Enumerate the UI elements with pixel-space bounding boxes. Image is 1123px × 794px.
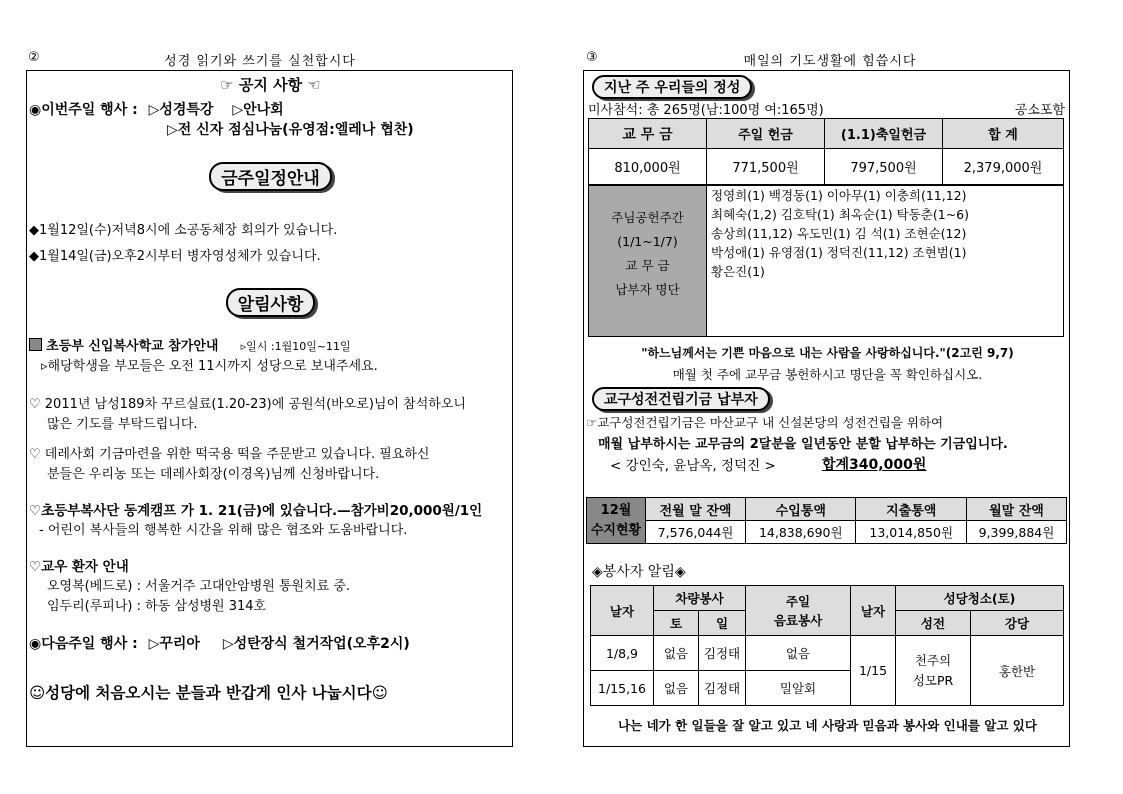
event-anna-meeting: ▷안나회 bbox=[232, 102, 284, 118]
tithe-names-row: 최혜숙(1,2) 김호탁(1) 최옥순(1) 탁동춘(1~6) bbox=[711, 207, 969, 222]
volunteer-table bbox=[590, 585, 1064, 706]
vol-row2-date: 1/15,16 bbox=[591, 671, 654, 706]
schedule-item-1: ◆1월12일(수)저녁8시에 소공동체장 회의가 있습니다. bbox=[29, 223, 338, 238]
tithe-names bbox=[711, 186, 969, 281]
finance-value-month-end: 9,399,884원 bbox=[966, 521, 1066, 544]
vol-row1-drink: 없음 bbox=[746, 636, 851, 671]
tithe-reminder: 매월 첫 주에 교무금 봉헌하시고 명단을 꼭 확인하십시오. bbox=[672, 367, 983, 382]
vol-header-sun: 일 bbox=[699, 611, 746, 636]
patient-1: 오영복(베드로) : 서울거주 고대안암병원 통원치료 중. bbox=[47, 579, 351, 594]
vol-row2-drink: 밀알회 bbox=[746, 671, 851, 706]
camp-date: ▹일시 :1월10일~11일 bbox=[240, 340, 351, 353]
tithe-names-row: 정영희(1) 백경동(1) 이아무(1) 이충희(11,12) bbox=[711, 188, 967, 203]
tithe-names-row: 송상희(11,12) 옥도민(1) 김 석(1) 조현순(12) bbox=[711, 226, 967, 241]
finance-header-prev-balance: 전월 말 잔액 bbox=[646, 498, 746, 521]
event-bible-lecture: ▷성경특강 bbox=[148, 102, 214, 118]
clean-sanctuary: 천주의 성모PR bbox=[896, 636, 971, 706]
tithe-label-2: (1/1~1/7) bbox=[617, 234, 678, 249]
camp-notice bbox=[29, 335, 351, 354]
finance-table bbox=[586, 497, 1067, 544]
right-page-header: 매일의 기도생활에 힘씁시다 bbox=[743, 54, 917, 69]
building-fund-total: 합계340,000원 bbox=[822, 457, 927, 473]
offering-header-feast: (1.1)축일헌금 bbox=[825, 119, 943, 149]
finance-label bbox=[587, 498, 646, 544]
left-page-number: ② bbox=[28, 50, 41, 65]
building-fund-desc-2: 매월 납부하시는 교무금의 2달분을 일년동안 분할 납부하는 기금입니다. bbox=[598, 437, 1008, 452]
square-bullet-icon bbox=[29, 338, 42, 351]
finance-header-expense: 지출통액 bbox=[856, 498, 966, 521]
announce-title: 알림사항 bbox=[226, 288, 316, 317]
left-panel bbox=[26, 70, 513, 747]
scripture-quote: "하느님께서는 기쁜 마음으로 내는 사람을 사랑하십니다."(2고린 9,7) bbox=[641, 346, 1014, 360]
finance-value-expense: 13,014,850원 bbox=[856, 521, 966, 544]
vol-header-vehicle: 차량봉사 bbox=[654, 586, 746, 611]
ricecake-line-2: 분들은 우리농 또는 데레사회장(이경옥)님께 신청바랍니다. bbox=[47, 467, 380, 482]
offering-header-tithe: 교 무 금 bbox=[589, 119, 707, 149]
finance-value-prev-balance: 7,576,044원 bbox=[646, 521, 746, 544]
right-page-number: ③ bbox=[586, 50, 599, 65]
camp-title: 초등부 신입복사학교 참가안내 bbox=[46, 339, 219, 354]
finance-label-month: 12월 bbox=[600, 502, 632, 518]
event-curia: ▷꾸리아 bbox=[148, 636, 200, 652]
tithe-names-row: 황은진(1) bbox=[711, 264, 765, 279]
tithe-label bbox=[589, 186, 707, 336]
offering-value-total: 2,379,000원 bbox=[943, 149, 1064, 185]
clean-hall: 홍한반 bbox=[971, 636, 1064, 706]
vol-header-cleaning: 성당청소(토) bbox=[896, 586, 1064, 611]
offering-header-sunday: 주일 헌금 bbox=[707, 119, 825, 149]
vol-header-drink: 주일 음료봉사 bbox=[746, 586, 851, 636]
schedule-item-2: ◆1월14일(금)오후2시부터 병자영성체가 있습니다. bbox=[29, 249, 321, 264]
notice-title: ☞ 공지 사항 ☜ bbox=[220, 76, 321, 94]
tithe-payer-box bbox=[588, 185, 1064, 337]
right-panel bbox=[583, 70, 1070, 747]
building-fund-names: < 강인숙, 윤남옥, 정덕진 > bbox=[610, 458, 776, 474]
welcome-message: ☺성당에 처음오시는 분들과 반갑게 인사 나눕시다☺ bbox=[29, 684, 388, 702]
vol-row1-date: 1/8,9 bbox=[591, 636, 654, 671]
this-week-label: ◉이번주일 행사 : bbox=[29, 102, 138, 118]
tithe-label-1: 주님공헌주간 bbox=[611, 210, 684, 225]
vol-header-date: 날자 bbox=[591, 586, 654, 636]
event-decor-removal: ▷성탄장식 철거작업(오후2시) bbox=[222, 636, 410, 652]
vol-row1-sat: 없음 bbox=[654, 636, 699, 671]
finance-label-status: 수지현황 bbox=[590, 522, 642, 538]
prayer-request-line-1: ♡ 2011년 남성189차 꾸르실료(1.20-23)에 공원석(바오로)님이 참석하오니 bbox=[29, 397, 466, 412]
vol-row2-sat: 없음 bbox=[654, 671, 699, 706]
patient-title: ♡교우 환자 안내 bbox=[29, 559, 129, 575]
volunteer-title: ◈봉사자 알림◈ bbox=[592, 564, 686, 580]
tithe-label-4: 납부자 명단 bbox=[615, 282, 680, 297]
offering-table bbox=[588, 118, 1064, 185]
tithe-label-3: 교 무 금 bbox=[625, 258, 670, 273]
altar-camp-notice: ♡초등부복사단 동계캠프 가 1. 21(금)에 있습니다.—참가비20,000원/1인 bbox=[29, 503, 483, 519]
next-week-events bbox=[29, 633, 410, 653]
finance-value-income: 14,838,690원 bbox=[746, 521, 856, 544]
event-lunch-sharing: ▷전 신자 점심나눔(유영점:엘레나 협찬) bbox=[167, 122, 414, 138]
vol-header-sanctuary: 성전 bbox=[896, 611, 971, 636]
finance-header-income: 수입통액 bbox=[746, 498, 856, 521]
left-page-header: 성경 읽기와 쓰기를 실천합시다 bbox=[164, 54, 356, 69]
attendance-note: 공소포함 bbox=[1014, 103, 1065, 118]
offering-value-sunday: 771,500원 bbox=[707, 149, 825, 185]
offering-header-total: 합 계 bbox=[943, 119, 1064, 149]
offering-title: 지난 주 우리들의 정성 bbox=[592, 75, 752, 99]
scripture-footer: 나는 네가 한 일들을 잘 알고 있고 네 사랑과 믿음과 봉사와 인내를 알고 있다 bbox=[618, 718, 1037, 733]
offering-value-tithe: 810,000원 bbox=[589, 149, 707, 185]
offering-value-feast: 797,500원 bbox=[825, 149, 943, 185]
vol-row1-sun: 김정태 bbox=[699, 636, 746, 671]
vol-row2-sun: 김정태 bbox=[699, 671, 746, 706]
this-week-events bbox=[29, 99, 284, 119]
attendance: 미사참석: 총 265명(남:100명 여:165명) bbox=[588, 103, 824, 118]
ricecake-line-1: ♡ 데레사회 기금마련을 위한 떡국용 떡을 주문받고 있습니다. 필요하신 bbox=[29, 447, 430, 462]
next-week-label: ◉다음주일 행사 : bbox=[29, 636, 138, 652]
patient-2: 임두리(루피나) : 하동 삼성병원 314호 bbox=[47, 599, 267, 614]
tithe-names-row: 박성애(1) 유영점(1) 정덕진(11,12) 조현범(1) bbox=[711, 245, 967, 260]
camp-detail: ▹해당학생을 부모들은 오전 11시까지 성당으로 보내주세요. bbox=[41, 359, 378, 374]
vol-header-date2: 날자 bbox=[851, 586, 896, 636]
vol-header-sat: 토 bbox=[654, 611, 699, 636]
building-fund-desc-1: ☞교구성전건립기금은 마산교구 내 신설본당의 성전건립을 위하여 bbox=[586, 415, 944, 430]
altar-camp-detail: - 어린이 복사들의 행복한 시간을 위해 많은 협조와 도움바랍니다. bbox=[39, 523, 408, 538]
prayer-request-line-2: 많은 기도를 부탁드립니다. bbox=[47, 417, 198, 432]
schedule-title: 금주일정안내 bbox=[209, 162, 332, 191]
vol-header-hall: 강당 bbox=[971, 611, 1064, 636]
clean-date: 1/15 bbox=[851, 636, 896, 706]
finance-header-month-end: 월말 잔액 bbox=[966, 498, 1066, 521]
building-fund-title: 교구성전건립기금 납부자 bbox=[592, 387, 770, 411]
